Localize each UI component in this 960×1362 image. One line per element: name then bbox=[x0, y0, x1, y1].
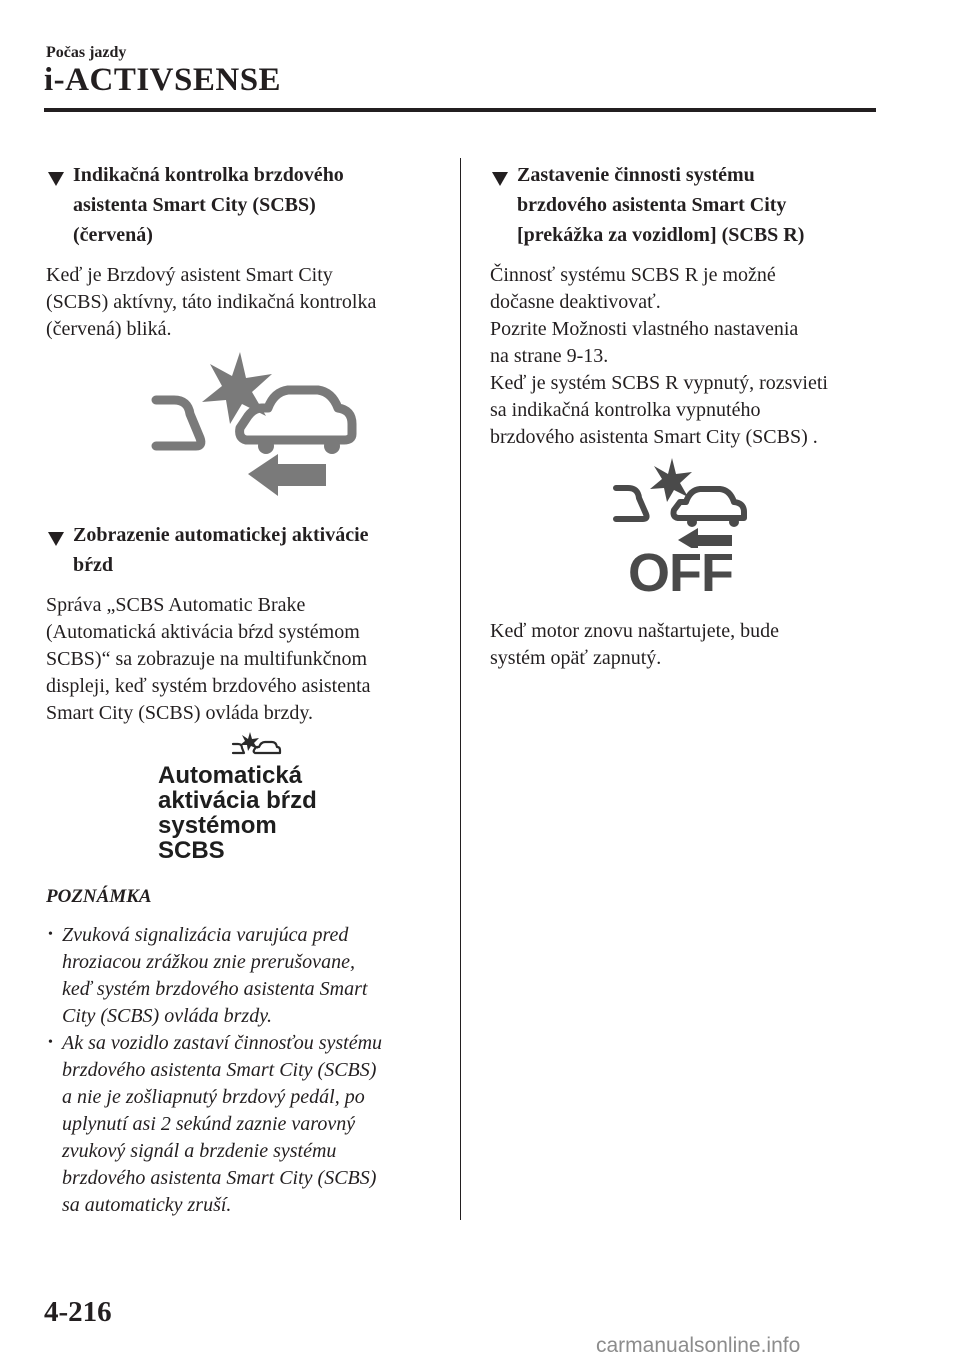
multifunction-display-message: Automatická aktivácia bŕzd systémom SCBS bbox=[158, 762, 317, 864]
section-body: Správa „SCBS Automatic Brake (Automatická aktivácia bŕzd systémom SCBS)“ sa zobrazuje na multifunkčnom displeji, keď systém brzdového asistenta Smart City (SCBS) ovláda brzdy. bbox=[46, 594, 371, 724]
triangle-down-icon bbox=[48, 172, 64, 186]
note-item: • Ak sa vozidlo zastaví činnosťou systému brzdového asistenta Smart City (SCBS) a nie je zošliapnutý brzdový pedál, po uplynutí asi 2 sekúnd zaznie varovný zvukový signál a brzdenie systému brzdového asistenta Smart City (SCBS) sa automaticky zruší. bbox=[46, 1030, 436, 1219]
note-block bbox=[46, 886, 436, 1219]
page-number: 4-216 bbox=[44, 1296, 112, 1328]
section-scbs-r-deactivation bbox=[490, 160, 890, 451]
section-auto-brake-display bbox=[46, 520, 436, 727]
section-body: Činnosť systému SCBS R je možné dočasne deaktivovať. Pozrite Možnosti vlastného nastavenia na strane 9-13. Keď je systém SCBS R vypnutý, rozsvieti sa indikačná kontrolka vypnutého brzdového asistenta Smart City (SCBS) . bbox=[490, 264, 828, 448]
watermark: carmanualsonline.info bbox=[596, 1334, 801, 1357]
off-label: OFF bbox=[628, 543, 733, 603]
running-header: Počas jazdy bbox=[46, 44, 127, 61]
header-rule bbox=[44, 108, 876, 112]
scbs-small-icon bbox=[230, 730, 282, 760]
note-item: • Zvuková signalizácia varujúca pred hroziacou zrážkou znie prerušovane, keď systém brzdového asistenta Smart City (SCBS) ovláda brzdy. bbox=[46, 922, 436, 1030]
section-heading: Zobrazenie automatickej aktivácie bŕzd bbox=[46, 520, 436, 580]
scbs-off-indicator-icon bbox=[612, 456, 752, 548]
note-title: POZNÁMKA bbox=[46, 886, 152, 907]
note-list bbox=[46, 922, 436, 1219]
section-heading: Zastavenie činnosti systému brzdového asistenta Smart City [prekážka za vozidlom] (SCBS R) bbox=[490, 160, 890, 250]
section-heading: Indikačná kontrolka brzdového asistenta Smart City (SCBS) (červená) bbox=[46, 160, 436, 250]
scbs-rear-warning-icon bbox=[148, 346, 358, 496]
triangle-down-icon bbox=[492, 172, 508, 186]
triangle-down-icon bbox=[48, 532, 64, 546]
section-indicator-light bbox=[46, 160, 436, 343]
after-restart-text: Keď motor znovu naštartujete, bude systém opäť zapnutý. bbox=[490, 620, 779, 669]
chapter-title: i-ACTIVSENSE bbox=[44, 62, 282, 98]
section-body: Keď je Brzdový asistent Smart City (SCBS) aktívny, táto indikačná kontrolka (červená) bliká. bbox=[46, 264, 377, 340]
column-divider bbox=[460, 158, 461, 1220]
